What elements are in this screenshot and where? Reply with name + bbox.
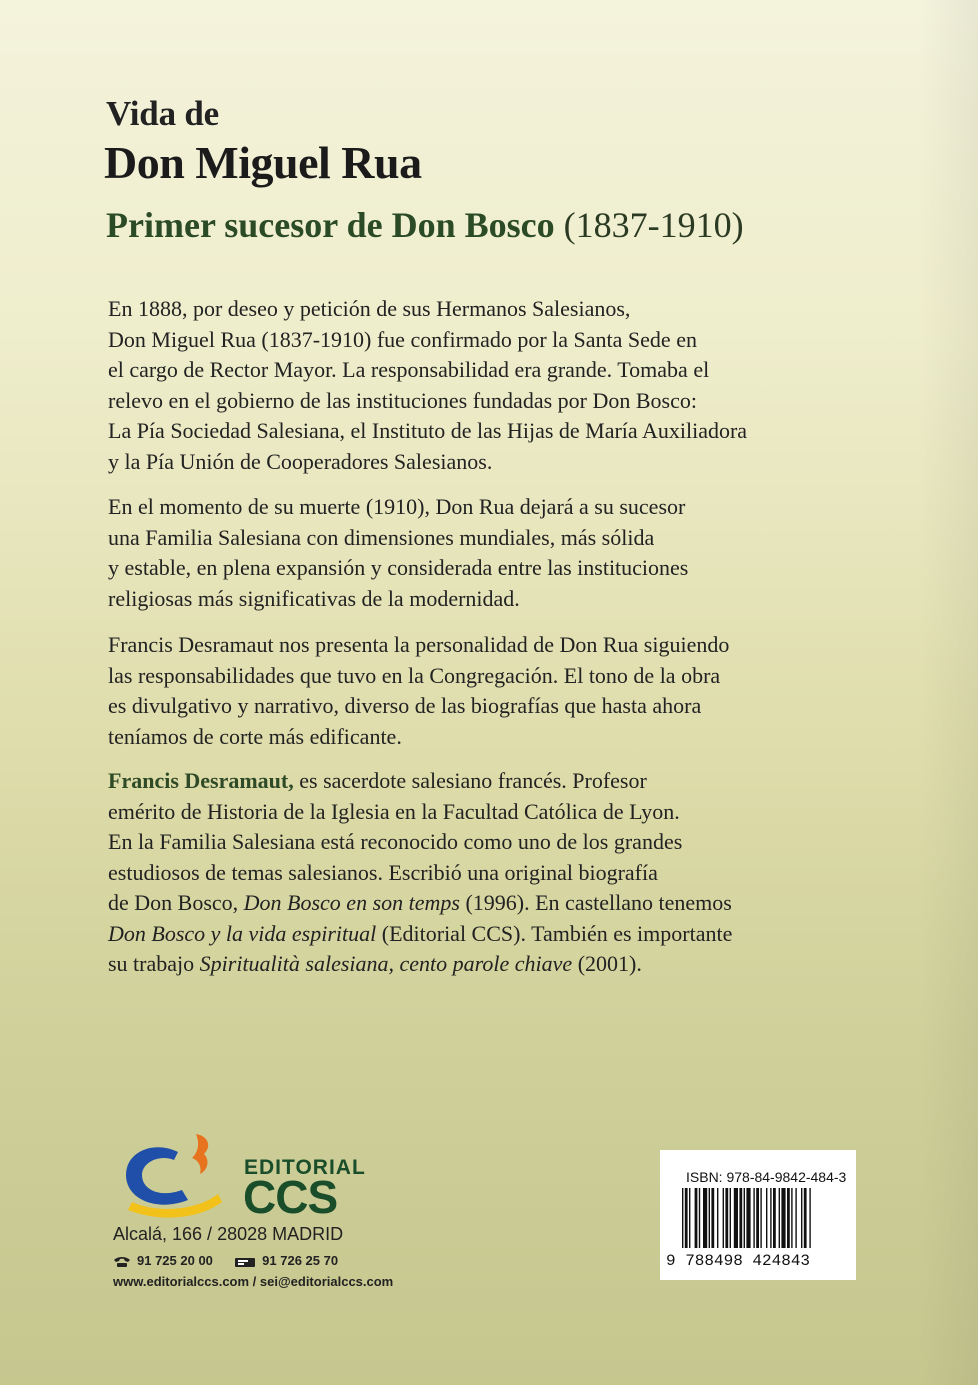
barcode-bar [746,1188,750,1248]
paragraph-1 [108,294,868,477]
barcode-bar [725,1188,728,1248]
barcode-bar [711,1188,714,1248]
text-line [108,919,868,950]
publisher-name: CCS [243,1171,338,1223]
phone-number: 91 725 20 00 [137,1253,213,1268]
barcode-bar [682,1188,683,1248]
barcode-bar [791,1188,792,1248]
barcode-bar [804,1188,807,1248]
barcode-bar [781,1188,785,1248]
barcode-bar [753,1188,754,1248]
text-segment: su trabajo [108,951,200,976]
text-line: teníamos de corte más edificante. [108,723,402,749]
fax-icon [234,1256,256,1268]
publisher-phones [113,1253,338,1268]
barcode-bar [685,1188,688,1248]
fax-number: 91 726 25 70 [262,1253,339,1268]
text-line: religiosas más significativas de la modernidad. [108,585,520,611]
barcode-bar [787,1188,790,1248]
publisher-web: www.editorialccs.com / sei@editorialccs.com [113,1274,394,1289]
barcode-bar [730,1188,731,1248]
text-line: En la Familia Salesiana está reconocido como uno de los grandes [108,829,683,854]
subtitle-dates: (1837-1910) [563,205,744,245]
text-line: relevo en el gobierno de las instituciones fundadas por Don Bosco: [108,387,697,413]
barcode-bar [695,1188,698,1248]
text-line: una Familia Salesiana con dimensiones mundiales, más sólida [108,524,655,550]
text-line: el cargo de Rector Mayor. La responsabilidad era grande. Tomaba el [108,357,710,382]
text-segment: (2001). [572,951,642,976]
barcode-bar [760,1188,761,1248]
publisher-label: EDITORIAL [244,1156,366,1179]
text-line [108,888,868,919]
barcode-bar [717,1188,718,1248]
text-line: Francis Desramaut nos presenta la personalidad de Don Rua siguiendo [108,632,730,657]
book-title: Don Miguel Rua [104,137,422,188]
author-name: Francis Desramaut, [108,768,294,793]
book-reference: Spiritualità salesiana, cento parole chiave [199,951,573,976]
barcode-bar [795,1188,796,1248]
barcode-bar [709,1188,710,1248]
barcode-bar [723,1188,724,1248]
text-segment: (Editorial CCS). También es importante [376,920,733,946]
text-segment: de Don Bosco, [108,890,244,915]
text-line: es divulgativo y narrativo, diverso de las biografías que hasta ahora [108,693,702,718]
phone-icon [113,1256,131,1268]
text-line: Don Miguel Rua (1837-1910) fue confirmado por la Santa Sede en [108,326,697,352]
barcode-bar [734,1188,738,1248]
barcode-bar [739,1188,742,1248]
subtitle-text: Primer sucesor de Don Bosco [106,205,555,245]
book-reference: Don Bosco en son temps [243,890,460,915]
isbn-label: ISBN: 978-84-9842-484-3 [686,1169,847,1185]
barcode-bar [809,1188,810,1248]
barcode-bar [773,1188,776,1248]
barcode-bar [689,1188,690,1248]
barcode-bar [699,1188,700,1248]
book-reference: Don Bosco y la vida espiritual [108,920,377,946]
text-line: En el momento de su muerte (1910), Don Rua dejará a su sucesor [108,494,686,519]
publisher-logo-icon [118,1130,228,1220]
paragraph-2 [108,492,868,614]
paragraph-3 [108,630,868,752]
text-line: y estable, en plena expansión y considerada entre las instituciones [108,555,689,580]
text-line: y la Pía Unión de Cooperadores Salesianos. [108,448,493,474]
text-segment: es sacerdote salesiano francés. Profesor [293,768,647,793]
barcode-bar [766,1188,767,1248]
title-line-1: Vida de [106,94,220,133]
text-line [108,949,868,980]
author-bio [108,766,868,980]
book-subtitle [106,204,744,246]
barcode-icon [682,1188,852,1254]
text-segment: (1996). En castellano tenemos [459,890,732,915]
text-line: La Pía Sociedad Salesiana, el Instituto de las Hijas de María Auxiliadora [108,418,748,443]
barcode-bar [756,1188,759,1248]
barcode-bar [703,1188,707,1248]
barcode-bar [770,1188,771,1248]
barcode-bar [779,1188,780,1248]
text-line [108,766,868,797]
text-line: las responsabilidades que tuvo en la Congregación. El tono de la obra [108,662,721,688]
barcode-digits: 9 788498 424843 [666,1252,811,1270]
publisher-address: Alcalá, 166 / 28028 MADRID [113,1224,344,1244]
barcode-bar [801,1188,802,1248]
text-line: emérito de Historia de la Iglesia en la Facultad Católica de Lyon. [108,798,680,824]
barcode-bar [744,1188,745,1248]
text-line: estudiosos de temas salesianos. Escribió una original biografía [108,859,658,885]
text-line: En 1888, por deseo y petición de sus Hermanos Salesianos, [108,296,631,321]
